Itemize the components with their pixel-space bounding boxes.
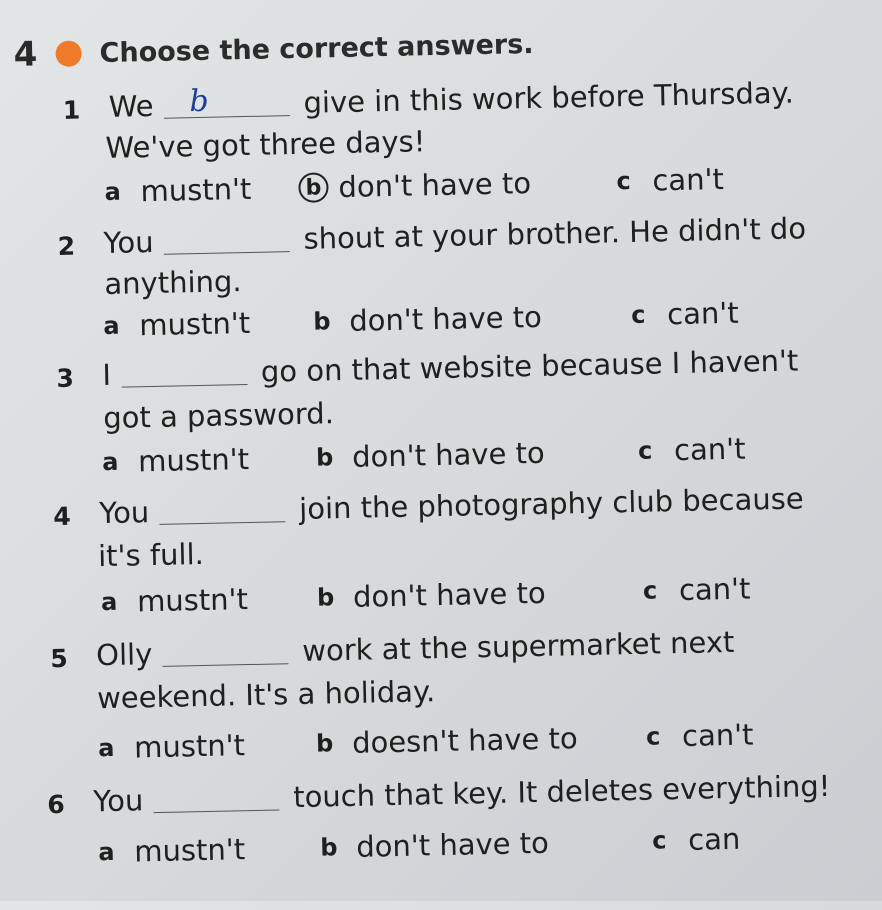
option-letter: b: [315, 729, 334, 758]
option-text: mustn't: [136, 582, 249, 619]
options-3: [102, 432, 746, 479]
options-6: [98, 822, 741, 869]
option-letter: b: [312, 307, 331, 336]
option-letter: a: [98, 837, 115, 867]
option-b-circled[interactable]: [298, 164, 617, 205]
option-text: don't have to: [355, 825, 550, 864]
option-c[interactable]: [631, 296, 739, 332]
option-a[interactable]: [101, 581, 318, 620]
question-text-before: You: [92, 783, 144, 819]
question-number: 6: [47, 789, 66, 820]
orange-dot-icon: [55, 40, 82, 67]
question-text-after: go on that website because I haven't: [260, 343, 799, 389]
question-1: [62, 75, 794, 125]
answer-blank[interactable]: [153, 779, 280, 813]
question-6: [47, 768, 831, 819]
option-letter: c: [630, 300, 646, 329]
question-text-after: work at the supermarket next: [301, 624, 735, 668]
question-number: 2: [57, 231, 76, 261]
option-a[interactable]: [98, 727, 317, 766]
option-text: mustn't: [133, 728, 246, 765]
option-b[interactable]: [316, 720, 647, 761]
option-b[interactable]: [316, 434, 639, 475]
question-text-before: We: [108, 88, 154, 124]
exercise-header: [13, 24, 534, 75]
option-text: can't: [652, 162, 725, 198]
exercise-title: Choose the correct answers.: [99, 28, 534, 69]
option-letter: a: [104, 177, 122, 206]
option-a[interactable]: [103, 305, 314, 343]
option-text: mustn't: [137, 442, 250, 479]
option-letter: c: [642, 576, 658, 605]
question-4-line2: [98, 537, 204, 573]
question-3-line2: [103, 396, 334, 435]
question-number: 4: [53, 501, 72, 532]
handwritten-answer: b: [189, 83, 210, 120]
answer-blank[interactable]: [163, 85, 290, 119]
option-letter: c: [637, 436, 653, 465]
option-text: mustn't: [138, 305, 251, 343]
options-5: [98, 718, 754, 766]
option-c[interactable]: [646, 718, 754, 754]
options-2: [103, 296, 739, 343]
question-3: [56, 342, 799, 393]
option-b[interactable]: [320, 824, 653, 865]
question-1-line2: [105, 124, 425, 165]
option-b[interactable]: [313, 298, 632, 339]
option-text: mustn't: [133, 832, 246, 869]
options-1: [104, 162, 724, 209]
question-text-cont: We've got three days!: [105, 124, 426, 165]
option-letter: c: [645, 722, 661, 751]
option-letter: a: [97, 733, 115, 763]
question-text-after: give in this work before Thursday.: [303, 75, 795, 120]
question-text-before: You: [103, 224, 154, 260]
option-letter: c: [616, 166, 631, 196]
option-text: can't: [673, 431, 746, 468]
option-letter: b: [320, 833, 338, 862]
options-4: [101, 572, 751, 620]
question-text-after: join the photography club because: [298, 481, 804, 526]
option-letter: c: [651, 826, 667, 855]
circle-mark-icon: [298, 172, 329, 203]
question-number: 1: [62, 95, 81, 125]
question-text-cont: anything.: [104, 264, 242, 301]
option-c[interactable]: [652, 822, 741, 858]
answer-blank[interactable]: [162, 633, 289, 667]
option-text: don't have to: [348, 299, 543, 338]
option-text: don't have to: [338, 166, 532, 205]
question-5-line2: [97, 674, 436, 715]
option-letter: a: [103, 311, 120, 341]
answer-blank[interactable]: [159, 491, 286, 525]
question-text-before: You: [98, 495, 150, 531]
option-letter: b: [305, 174, 322, 201]
question-text-cont: it's full.: [97, 536, 205, 574]
option-letter: a: [100, 587, 118, 617]
question-4: [53, 480, 804, 531]
option-a[interactable]: [98, 831, 321, 870]
option-text: mustn't: [140, 171, 252, 209]
question-text-before: Olly: [95, 637, 153, 673]
option-letter: b: [315, 443, 334, 472]
question-number: 3: [56, 363, 75, 394]
option-a[interactable]: [102, 441, 317, 479]
option-text: doesn't have to: [351, 721, 578, 760]
question-text-after: shout at your brother. He didn't do: [303, 211, 807, 256]
option-text: don't have to: [351, 435, 546, 474]
option-text: can't: [666, 295, 739, 332]
question-2: [57, 210, 806, 261]
option-b[interactable]: [317, 574, 644, 615]
question-text-before: I: [102, 357, 112, 393]
question-text-after: touch that key. It deletes everything!: [292, 768, 831, 815]
question-5: [50, 624, 735, 673]
option-text: can't: [681, 717, 754, 753]
question-2-line2: [104, 264, 242, 301]
option-c[interactable]: [616, 162, 724, 198]
answer-blank[interactable]: [121, 354, 248, 388]
answer-blank[interactable]: [163, 221, 290, 255]
question-text-cont: got a password.: [102, 396, 335, 436]
exercise-number: 4: [13, 34, 38, 75]
option-text: don't have to: [352, 575, 546, 614]
option-letter: a: [101, 447, 119, 477]
option-a[interactable]: [104, 171, 299, 209]
option-text: can't: [678, 571, 751, 608]
option-text: can: [687, 821, 741, 857]
question-text-cont: weekend. It's a holiday.: [96, 674, 436, 716]
question-number: 5: [49, 643, 68, 674]
option-letter: b: [316, 583, 335, 612]
option-c[interactable]: [643, 572, 751, 608]
option-c[interactable]: [638, 432, 746, 468]
